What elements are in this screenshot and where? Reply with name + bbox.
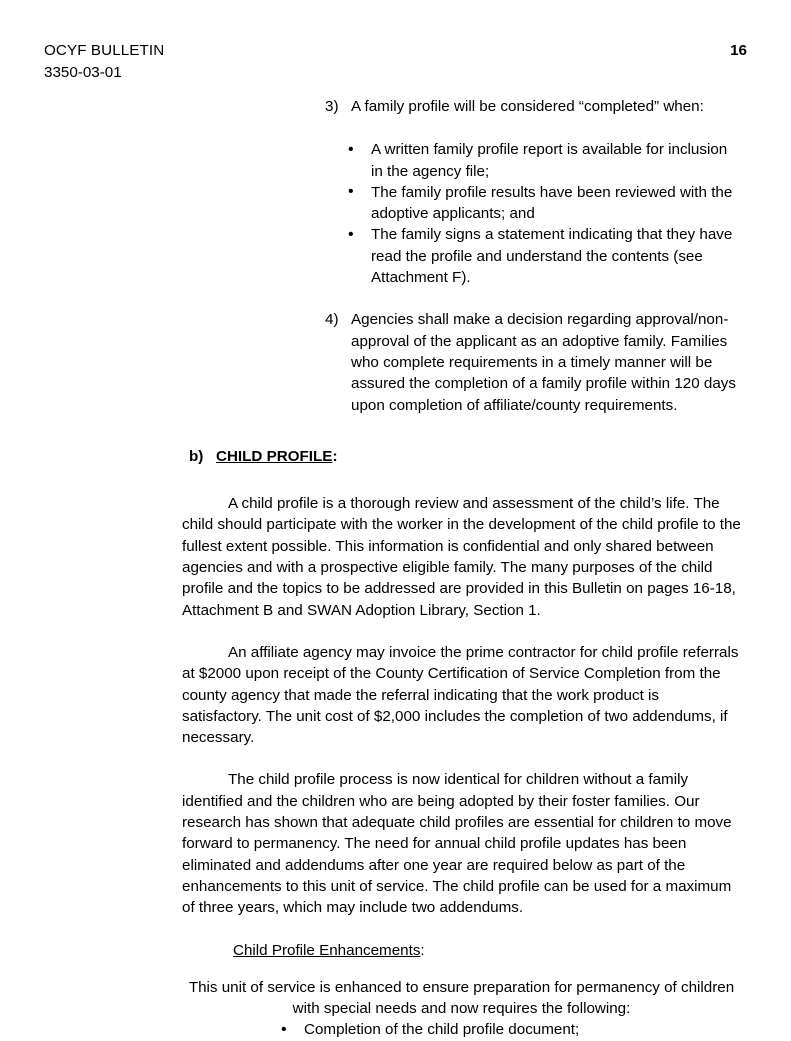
spacer bbox=[0, 467, 791, 493]
list-item-text: A written family profile report is available for inclusion in the agency file; bbox=[371, 141, 728, 180]
spacer bbox=[0, 288, 791, 309]
numbered-item-4-marker: 4) bbox=[325, 311, 339, 329]
spacer bbox=[0, 919, 791, 940]
bullet-dot-icon: • bbox=[348, 140, 354, 158]
section-title-colon: : bbox=[332, 447, 338, 465]
subsection-heading-enhancements bbox=[233, 940, 741, 961]
bullet-dot-icon: • bbox=[348, 225, 354, 243]
page-number: 16 bbox=[730, 42, 747, 59]
spacer bbox=[0, 416, 791, 446]
bullet-dot-icon: • bbox=[281, 1020, 287, 1038]
bulletin-number: 3350-03-01 bbox=[44, 64, 122, 81]
spacer bbox=[0, 961, 791, 977]
numbered-item-4-text: Agencies shall make a decision regarding approval/non-approval of the applicant as an adoptive family. Families who complete requirements in a timely manner will be assured the completion of a family profile within 120 days upon completion of affiliate/county requirements. bbox=[351, 311, 736, 414]
list-item-text: The family signs a statement indicating that they have read the profile and understand the contents (see Attachment F). bbox=[371, 226, 733, 287]
section-title: CHILD PROFILE bbox=[216, 447, 333, 465]
bulletin-title: OCYF BULLETIN bbox=[44, 42, 165, 59]
numbered-item-4 bbox=[325, 309, 741, 415]
spacer bbox=[0, 621, 791, 642]
numbered-item-3-marker: 3) bbox=[325, 98, 339, 115]
subsection-title: Child Profile Enhancements bbox=[233, 941, 421, 959]
list-item-text: Completion of the child profile document; bbox=[304, 1021, 580, 1039]
numbered-item-3-text: A family profile will be considered “completed” when: bbox=[351, 98, 704, 115]
paragraph-invoicing: An affiliate agency may invoice the prime contractor for child profile referrals at $2000 upon receipt of the County Certification of Service Completion from the county agency that made the referral indicating that the work product is satisfactory. The unit cost of $2,000 includes the completion of two addendums, if necessary. bbox=[182, 643, 739, 747]
completion-bullet-list bbox=[348, 139, 741, 288]
paragraph-enhancements-intro: This unit of service is enhanced to ensure preparation for permanency of children with special needs and now requires the following: bbox=[188, 978, 735, 1018]
bullet-dot-icon: • bbox=[348, 183, 354, 201]
list-item bbox=[281, 1019, 741, 1040]
section-heading-child-profile bbox=[189, 446, 741, 467]
numbered-item-3 bbox=[325, 96, 741, 117]
list-item bbox=[348, 182, 741, 225]
document-body bbox=[0, 96, 791, 1041]
list-item bbox=[348, 224, 741, 288]
page-header bbox=[0, 40, 791, 86]
paragraph-child-profile-overview: A child profile is a thorough review and assessment of the child’s life. The child should participate with the worker in the development of the child profile to the fullest extent possible. This information is confidential and only shared between agencies and with a prospective eligible family. The many purposes of the child profile and the topics to be addressed are provided in this Bulletin on pages 16-18, Attachment B and SWAN Adoption Library, Section 1. bbox=[182, 495, 741, 619]
list-item bbox=[348, 139, 741, 182]
subsection-title-colon: : bbox=[420, 941, 425, 959]
paragraph-process: The child profile process is now identical for children without a family identified and the children who are being adopted by their foster families. Our research has shown that adequate child profiles are essential for children to move forward to permanency. The need for annual child profile updates has been eliminated and addendums after one year are required below as part of the enhancements to this unit of service. The child profile can be used for a maximum of three years, which may include two addendums. bbox=[182, 771, 732, 917]
enhancements-bullet-list bbox=[281, 1019, 741, 1040]
spacer bbox=[0, 748, 791, 769]
section-marker: b) bbox=[189, 447, 204, 465]
list-item-text: The family profile results have been reviewed with the adoptive applicants; and bbox=[371, 183, 733, 223]
spacer bbox=[0, 117, 791, 139]
